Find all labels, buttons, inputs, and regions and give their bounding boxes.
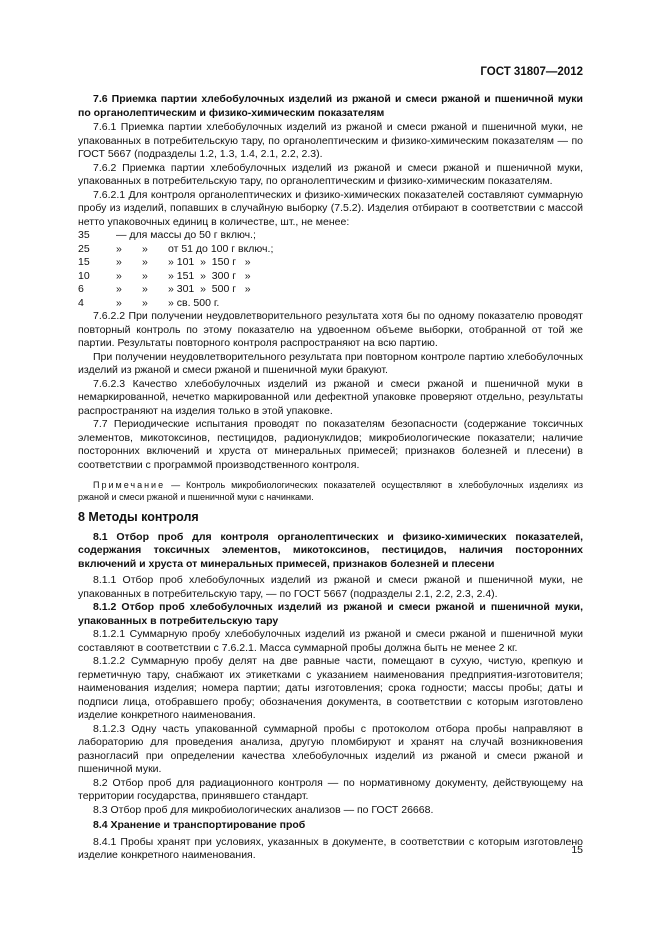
- section-8-1-heading: 8.1 Отбор проб для контроля органолептических и физико-химических показателей, содержания токсичных элементов, микотоксинов, пестицидов, наличия посторонних включений и хруста от минеральных примесей, признаков болезней и плесени: [78, 530, 583, 570]
- list-item: 35 — для массы до 50 г включ.;: [78, 229, 256, 241]
- paragraph-8-1-2-2: 8.1.2.2 Суммарную пробу делят на две равные части, помещают в сухую, чистую, крепкую и герметичную тару, снабжают их этикетками с указанием наименования предприятия-изготовителя; наименования изделия; номера партии; даты изготовления; срока годности; массы пробы; даты и подписи лица, отобравшего пробу; обозначения документа, в соответствии с которым изготовлено изделие конкретного наименования.: [78, 655, 583, 721]
- paragraph-7-6-2-2: 7.6.2.2 При получении неудовлетворительного результата хотя бы по одному показателю проводят повторный контроль по этому показателю на удвоенном объеме выборки, отобранной от той же партии. Результаты повторного контроля распространяют на всю партию.: [78, 310, 583, 349]
- paragraph-7-7: 7.7 Периодические испытания проводят по показателям безопасности (содержание токсичных элементов, микотоксинов, пестицидов, радионуклидов; микробиологические показатели; наличие посторонних включений и хруста от минеральных примесей; признаков болезней и плесени) в соответствии с программой производственного контроля.: [78, 418, 583, 471]
- section-8-4-heading: 8.4 Хранение и транспортирование проб: [93, 819, 306, 831]
- section-7-6-heading: 7.6 Приемка партии хлебобулочных изделий из ржаной и смеси ржаной и пшеничной муки по органолептическим и физико-химическим показателям: [78, 93, 583, 119]
- paragraph-7-6-2-3: 7.6.2.3 Качество хлебобулочных изделий из ржаной и смеси ржаной и пшеничной муки в немаркированной, нечетко маркированной или дефектной упаковке проверяют отдельно, результаты распространяют на изделия только в этой упаковке.: [78, 377, 583, 417]
- paragraph-8-1-1: 8.1.1 Отбор проб хлебобулочных изделий из ржаной и смеси ржаной и пшеничной муки, не упакованных в потребительскую тару, — по ГОСТ 5667 (подразделы 2.1, 2.2, 2.3, 2.4).: [78, 574, 583, 600]
- paragraph-8-1-2-1: 8.1.2.1 Суммарную пробу хлебобулочных изделий из ржаной и смеси ржаной и пшеничной муки составляют в соответствии с 7.6.2.1. Масса суммарной пробы должна быть не менее 2 кг.: [78, 628, 583, 654]
- document-body: [78, 93, 583, 863]
- page-number: 15: [571, 844, 583, 856]
- paragraph-7-6-1: 7.6.1 Приемка партии хлебобулочных изделий из ржаной и смеси ржаной и пшеничной муки, не упакованных в потребительскую тару, по органолептическим и физико-химическим показателям — по ГОСТ 5667 (подразделы 1.2, 1.3, 1.4, 2.1, 2.2, 2.3).: [78, 121, 583, 160]
- paragraph-8-3: 8.3 Отбор проб для микробиологических анализов — по ГОСТ 26668.: [93, 803, 434, 816]
- section-8-title: 8 Методы контроля: [78, 510, 199, 524]
- paragraph-8-1-2-3: 8.1.2.3 Одну часть упакованной суммарной пробы с протоколом отбора пробы направляют в лабораторию для проведения анализа, другую пломбируют и хранят на случай возникновения разногласий при определении качества хлебобулочных изделий из ржаной и смеси ржаной и пшеничной муки.: [78, 722, 583, 775]
- standard-header: ГОСТ 31807—2012: [480, 66, 583, 78]
- list-item: 10 » » » 151 » 300 г »: [78, 269, 251, 282]
- quantity-list: [78, 229, 583, 310]
- note-text: — Контроль микробиологических показателей осуществляют в хлебобулочных изделиях из ржаной и смеси ржаной и пшеничной муки с начинками.: [78, 480, 583, 502]
- note-label: Примечание: [93, 480, 166, 490]
- list-item: 25 » » от 51 до 100 г включ.;: [78, 242, 274, 255]
- paragraph-7-6-2-2-b: При получении неудовлетворительного результата при повторном контроле партию хлебобулочных изделий из ржаной и смеси ржаной и пшеничной муки бракуют.: [78, 350, 583, 376]
- paragraph-7-6-2-1: 7.6.2.1 Для контроля органолептических и физико-химических показателей составляют суммарную пробу из изделий, попавших в случайную выборку (7.5.2). Изделия отбирают в соответствии с массой нетто упаковочных единиц в количестве, шт., не менее:: [78, 188, 583, 228]
- note: [78, 479, 583, 503]
- list-item: 4 » » » св. 500 г.: [78, 296, 220, 309]
- section-8-1-2-heading: 8.1.2 Отбор проб хлебобулочных изделий из ржаной и смеси ржаной и пшеничной муки, упакованных в потребительскую тару: [78, 601, 583, 627]
- list-item: 15 » » » 101 » 150 г »: [78, 256, 251, 268]
- paragraph-8-2: 8.2 Отбор проб для радиационного контроля — по нормативному документу, действующему на территории государства, принявшего стандарт.: [78, 776, 583, 802]
- paragraph-8-4-1: 8.4.1 Пробы хранят при условиях, указанных в документе, в соответствии с которым изготовлено изделие конкретного наименования.: [78, 835, 583, 861]
- list-item: 6 » » » 301 » 500 г »: [78, 283, 251, 295]
- paragraph-7-6-2: 7.6.2 Приемка партии хлебобулочных изделий из ржаной и смеси ржаной и пшеничной муки, упакованных в потребительскую тару, по органолептическим и физико-химическим показателям.: [78, 161, 583, 187]
